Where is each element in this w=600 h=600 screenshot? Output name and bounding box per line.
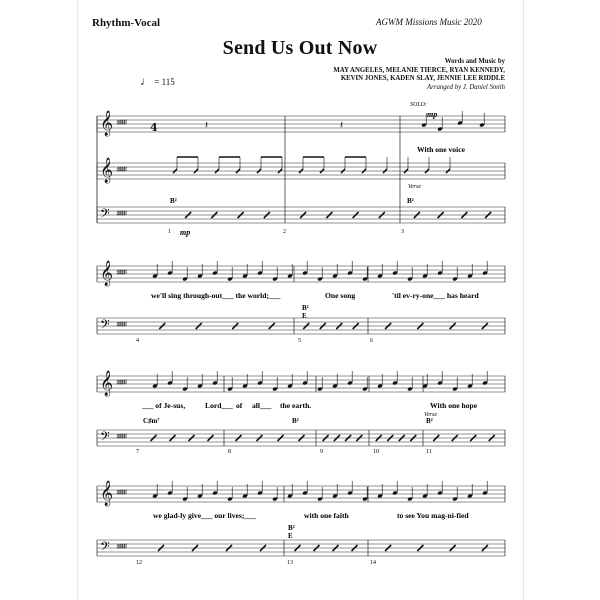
time-signature-s1: 4 xyxy=(150,121,158,134)
lyric-s3-6: With one hope xyxy=(430,401,478,410)
measure-number-1: 1 xyxy=(168,229,171,235)
chord-s2-1: B² xyxy=(302,304,309,312)
measure-number-2: 2 xyxy=(283,229,286,235)
rest-s1-2: 𝄽 xyxy=(340,120,344,131)
publisher-label: AGWM Missions Music 2020 xyxy=(376,17,482,27)
measure-number-13: 13 xyxy=(287,560,293,566)
quarter-note-icon: ♩ xyxy=(140,74,152,88)
chord-s3-1: C♯m⁷ xyxy=(143,417,160,425)
lyric-s2-1: we'll sing through-out___ the world;___ xyxy=(151,291,281,300)
measure-number-8: 8 xyxy=(228,449,231,455)
lyric-s2-3: 'til ev-ry-one___ has heard xyxy=(392,291,479,300)
credits-label: Words and Music by xyxy=(444,58,505,65)
measure-number-3: 3 xyxy=(401,229,404,235)
tempo-value: = 115 xyxy=(154,77,175,87)
measure-number-5: 5 xyxy=(298,338,301,344)
song-title: Send Us Out Now xyxy=(222,37,378,59)
treble-clef-s2: 𝄞 xyxy=(100,261,114,286)
lyric-s3-1: ___ of Je-sus, xyxy=(142,401,186,410)
lyric-s4-3: to see You mag-ni-fied xyxy=(397,511,469,520)
solo-label: SOLO: xyxy=(410,102,428,108)
measure-number-4: 4 xyxy=(136,338,139,344)
key-signature-s3-vocal: ♯♯♯♯♯ xyxy=(116,378,126,387)
measure-number-7: 7 xyxy=(136,449,139,455)
treble-clef-s1-rhythm: 𝄞 xyxy=(100,158,114,183)
measure-number-9: 9 xyxy=(320,449,323,455)
credits-line-2: KEVIN JONES, KADEN SLAY, JENNIE LEE RIDDLE xyxy=(340,75,505,83)
rest-s1-1: 𝄽 xyxy=(205,120,209,131)
measure-number-6: 6 xyxy=(370,338,373,344)
lyric-s3-5: the earth. xyxy=(280,401,312,410)
key-signature-s3-bass: ♯♯♯♯♯ xyxy=(116,432,126,441)
chord-s4-1: B² xyxy=(288,524,295,532)
chord-s3-3: B² xyxy=(426,417,433,425)
dynamic-mp-vocal: mp xyxy=(427,110,438,119)
staff-lines xyxy=(97,116,505,556)
treble-clef-s3: 𝄞 xyxy=(100,371,114,396)
measure-number-12: 12 xyxy=(136,560,142,566)
measure-number-11: 11 xyxy=(426,449,432,455)
key-signature-s2-vocal: ♯♯♯♯♯ xyxy=(116,268,126,277)
key-signature-s1-0: ♯♯♯♯♯ xyxy=(116,118,126,127)
verse-label-s3: Verse xyxy=(424,412,437,418)
lyric-s2-2: One song xyxy=(325,291,356,300)
bass-clef-s2: 𝄢 xyxy=(100,317,110,335)
lyric-s3-3: of xyxy=(236,401,243,410)
bass-clef-s4: 𝄢 xyxy=(100,539,110,557)
dynamic-mp-bass: mp xyxy=(180,228,191,237)
lyric-s4-2: with one faith xyxy=(304,511,349,520)
chord-s3-2: B² xyxy=(292,417,299,425)
chord-s4-2: E xyxy=(288,532,293,540)
measure-number-10: 10 xyxy=(373,449,379,455)
measure-number-14: 14 xyxy=(370,560,376,566)
key-signature-s1-1: ♯♯♯♯♯ xyxy=(116,165,126,174)
lyric-s3-4: all___ xyxy=(252,401,272,410)
treble-clef-s1-vocal: 𝄞 xyxy=(100,111,114,136)
lyric-s1: With one voice xyxy=(417,145,465,154)
verse-label-s1: Verse xyxy=(408,184,421,190)
key-signature-s4-vocal: ♯♯♯♯♯ xyxy=(116,488,126,497)
key-signature-s4-bass: ♯♯♯♯♯ xyxy=(116,542,126,551)
arranger: Arranged by J. Daniel Smith xyxy=(427,83,505,91)
lyric-s4-1: we glad-ly give___ our lives;___ xyxy=(153,511,256,520)
key-signature-s2-bass: ♯♯♯♯♯ xyxy=(116,320,126,329)
chord-s1-2: B² xyxy=(407,197,414,205)
bass-clef-s3: 𝄢 xyxy=(100,429,110,447)
credits-line-1: MAY ANGELES, MELANIE TIERCE, RYAN KENNEDY, xyxy=(333,66,505,74)
lyric-s3-2: Lord___ xyxy=(205,401,233,410)
part-label: Rhythm-Vocal xyxy=(92,17,161,29)
chord-s1-1: B² xyxy=(170,197,177,205)
treble-clef-s4: 𝄞 xyxy=(100,481,114,506)
chord-s2-2: E xyxy=(302,312,307,320)
key-signature-s1-2: ♯♯♯♯♯ xyxy=(116,209,126,218)
bass-clef-s1: 𝄢 xyxy=(100,206,110,224)
